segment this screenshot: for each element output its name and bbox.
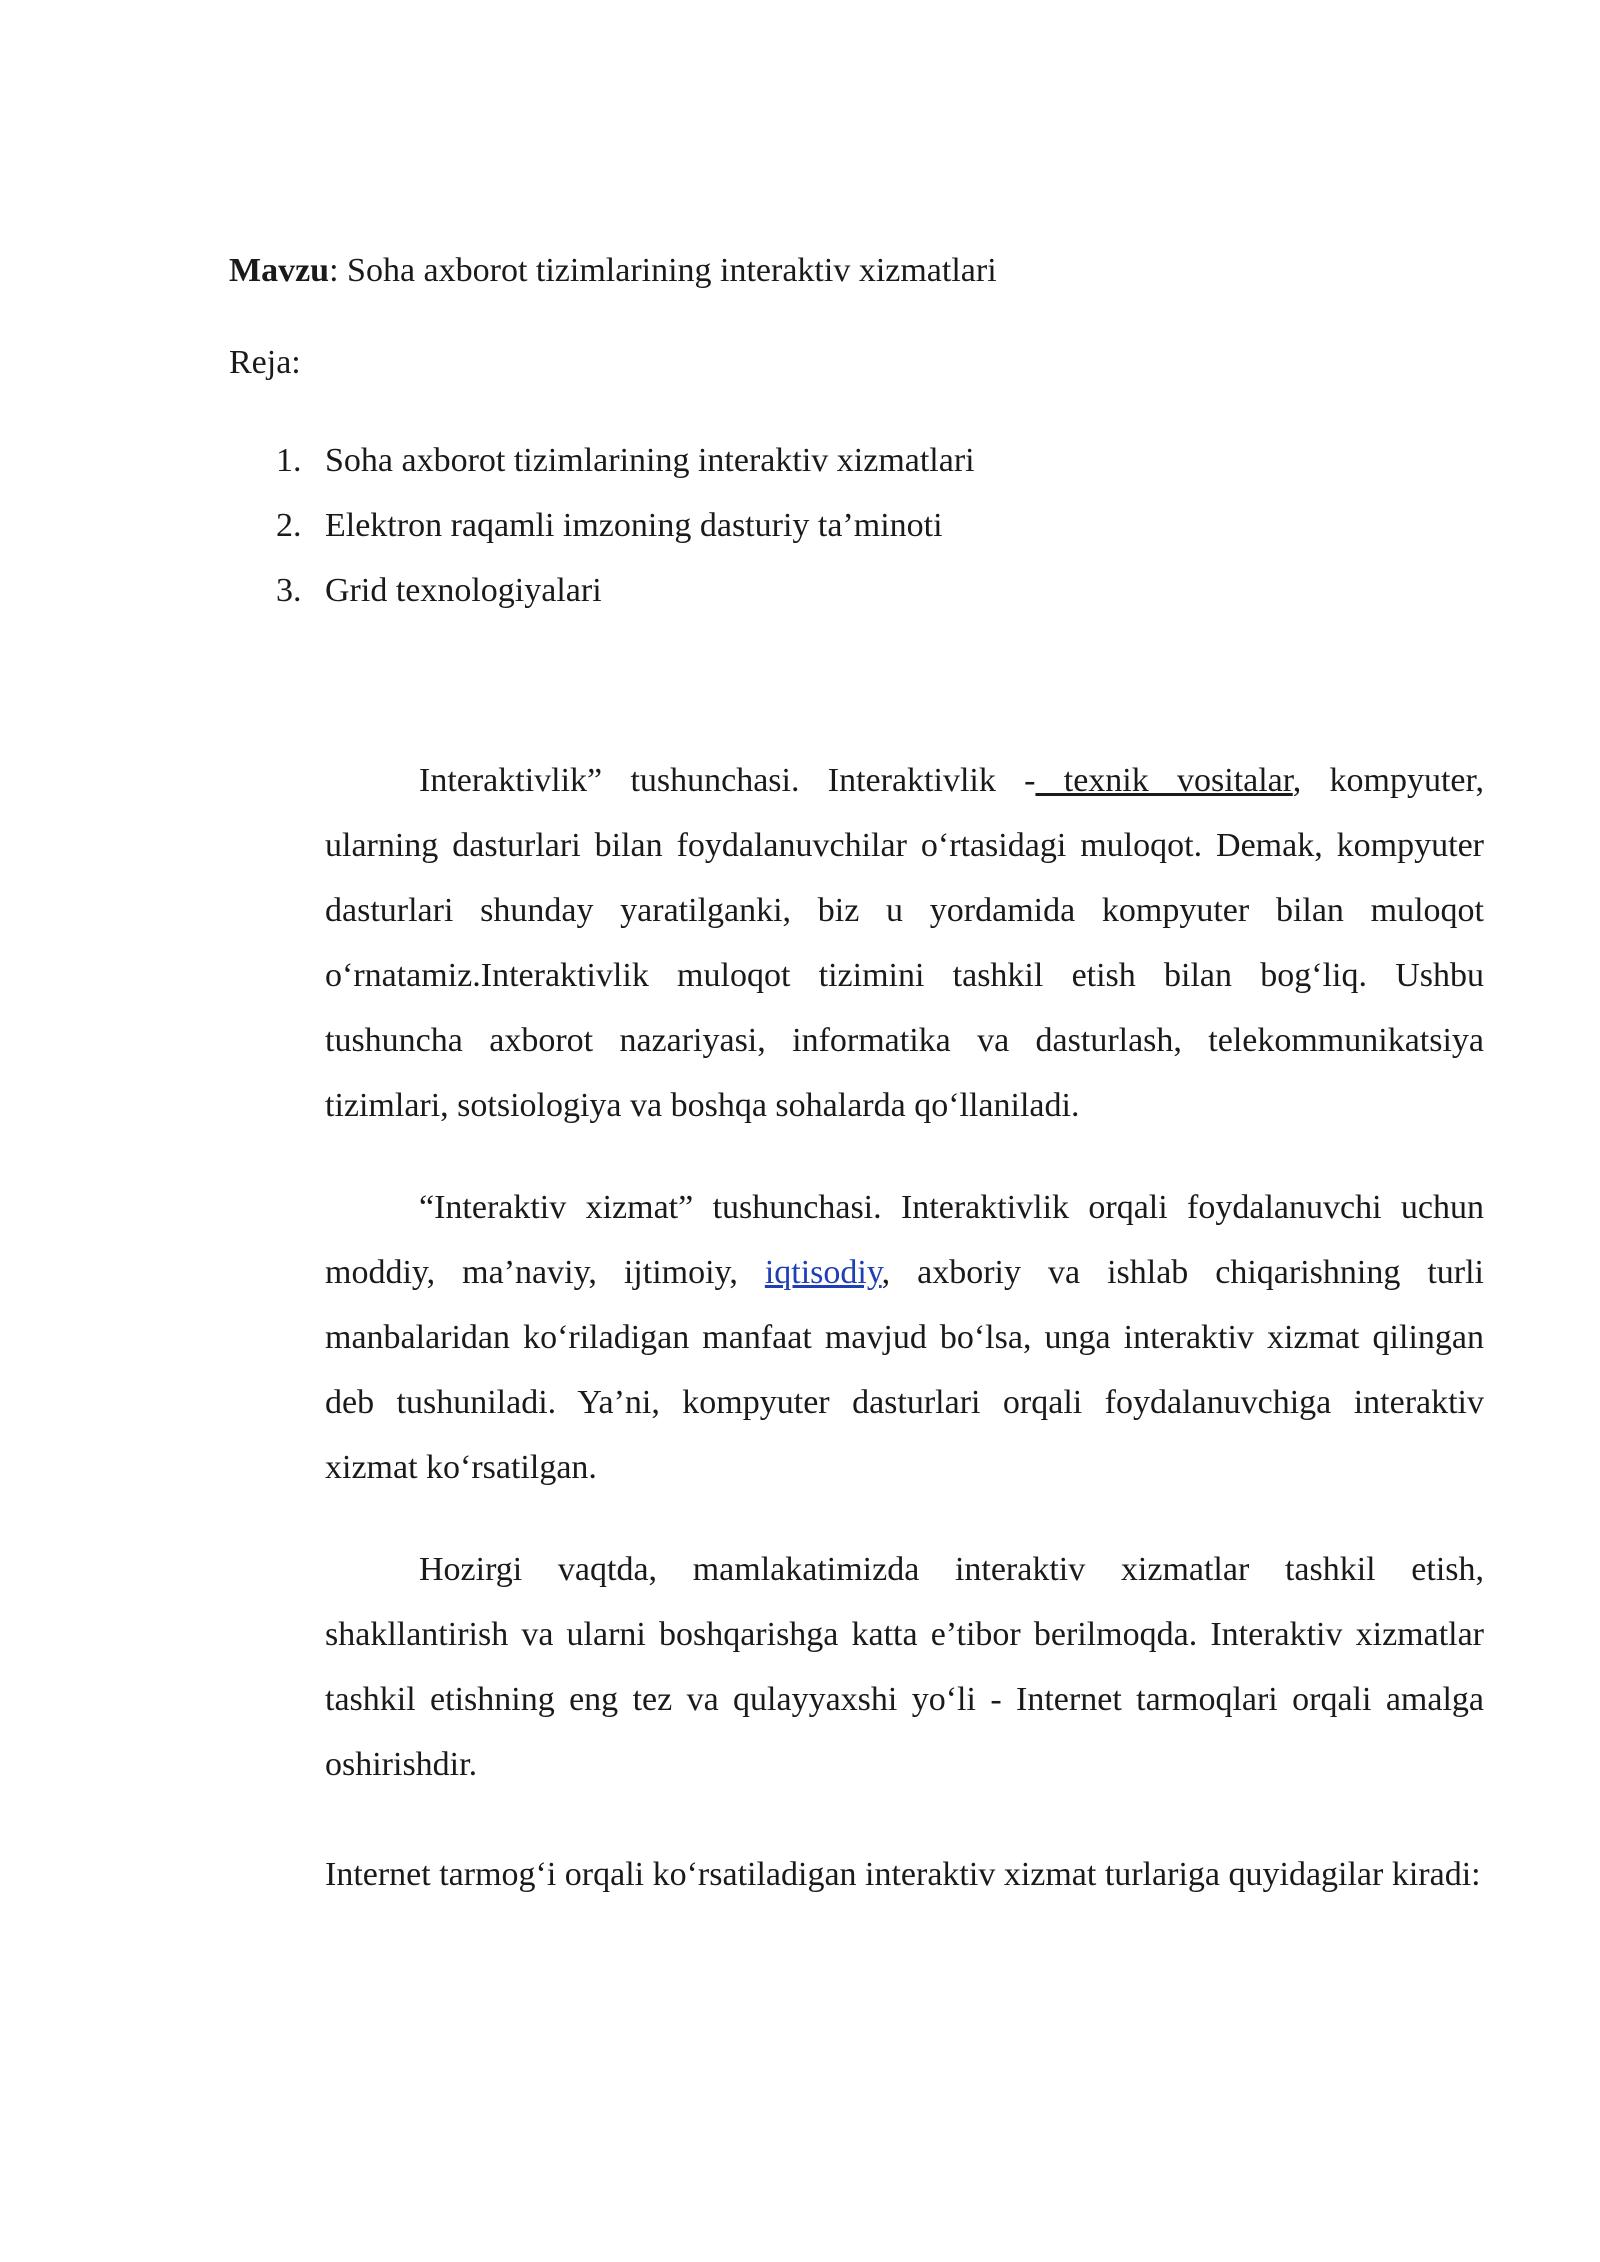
plan-item-text: Grid texnologiyalari [325, 572, 602, 609]
plan-item-number: 3. [276, 572, 302, 609]
paragraph-text: , kompyuter, ularning dasturlari bilan foydalanuvchilar o‘rtasidagi muloqot. Demak, kompyuter dasturlari shunday yaratilganki, biz u yordamida kompyuter bilan muloqot o‘rnatamiz.Interaktivlik muloqot tizimini tashkil etish bilan bog‘liq. Ushbu tushuncha axborot nazariyasi, informatika va dasturlash, telekommunikatsiya tizimlari, sotsiologiya va boshqa sohalarda qo‘llaniladi. [325, 762, 1484, 1124]
plan-item [276, 428, 975, 493]
topic-label: Mavzu [229, 252, 330, 289]
paragraph-interactive-service [325, 1175, 1484, 1500]
paragraph-interactivity [325, 748, 1484, 1138]
link-technical-tools[interactable]: texnik vositalar [1035, 762, 1293, 799]
paragraph-text: Interaktivlik” tushunchasi. Interaktivlik - [419, 762, 1036, 799]
link-economic[interactable]: iqtisodiy [764, 1254, 882, 1291]
paragraph-current-time: Hozirgi vaqtda, mamlakatimizda interaktiv xizmatlar tashkil etish, shakllantirish va ularni boshqarishga katta e’tibor berilmoqda. Interaktiv xizmatlar tashkil etishning eng tez va qulayyaxshi yo‘li - Internet tarmoqlari orqali amalga oshirishdir. [325, 1551, 1484, 1783]
paragraph-text: “Interaktiv xizmat” tushunchasi. Interaktivlik orqali foydalanuvchi uchun moddiy, ma’naviy, ijtimoiy, [325, 1189, 1484, 1291]
plan-item-text: Elektron raqamli imzoning dasturiy ta’minoti [325, 507, 943, 544]
plan-item-number: 2. [276, 507, 302, 544]
paragraph-text: , axboriy va ishlab chiqarishning turli manbalaridan ko‘riladigan manfaat mavjud bo‘lsa, unga interaktiv xizmat qilingan deb tushuniladi. Ya’ni, kompyuter dasturlari orqali foydalanuvchiga interaktiv xizmat ko‘rsatilgan. [325, 1254, 1485, 1486]
paragraph-internet-services: Internet tarmog‘i orqali ko‘rsatiladigan interaktiv xizmat turlariga quyidagilar kiradi: [325, 1856, 1481, 1893]
plan-item-number: 1. [276, 442, 302, 479]
plan-item [276, 493, 975, 558]
plan-title: Reja: [229, 344, 301, 381]
plan-item-text: Soha axborot tizimlarining interaktiv xizmatlari [325, 442, 975, 479]
plan-item [276, 558, 975, 623]
plan-list [276, 428, 975, 623]
topic-heading [229, 246, 997, 296]
topic-title: Soha axborot tizimlarining interaktiv xizmatlari [338, 252, 997, 289]
topic-separator: : [329, 252, 339, 289]
